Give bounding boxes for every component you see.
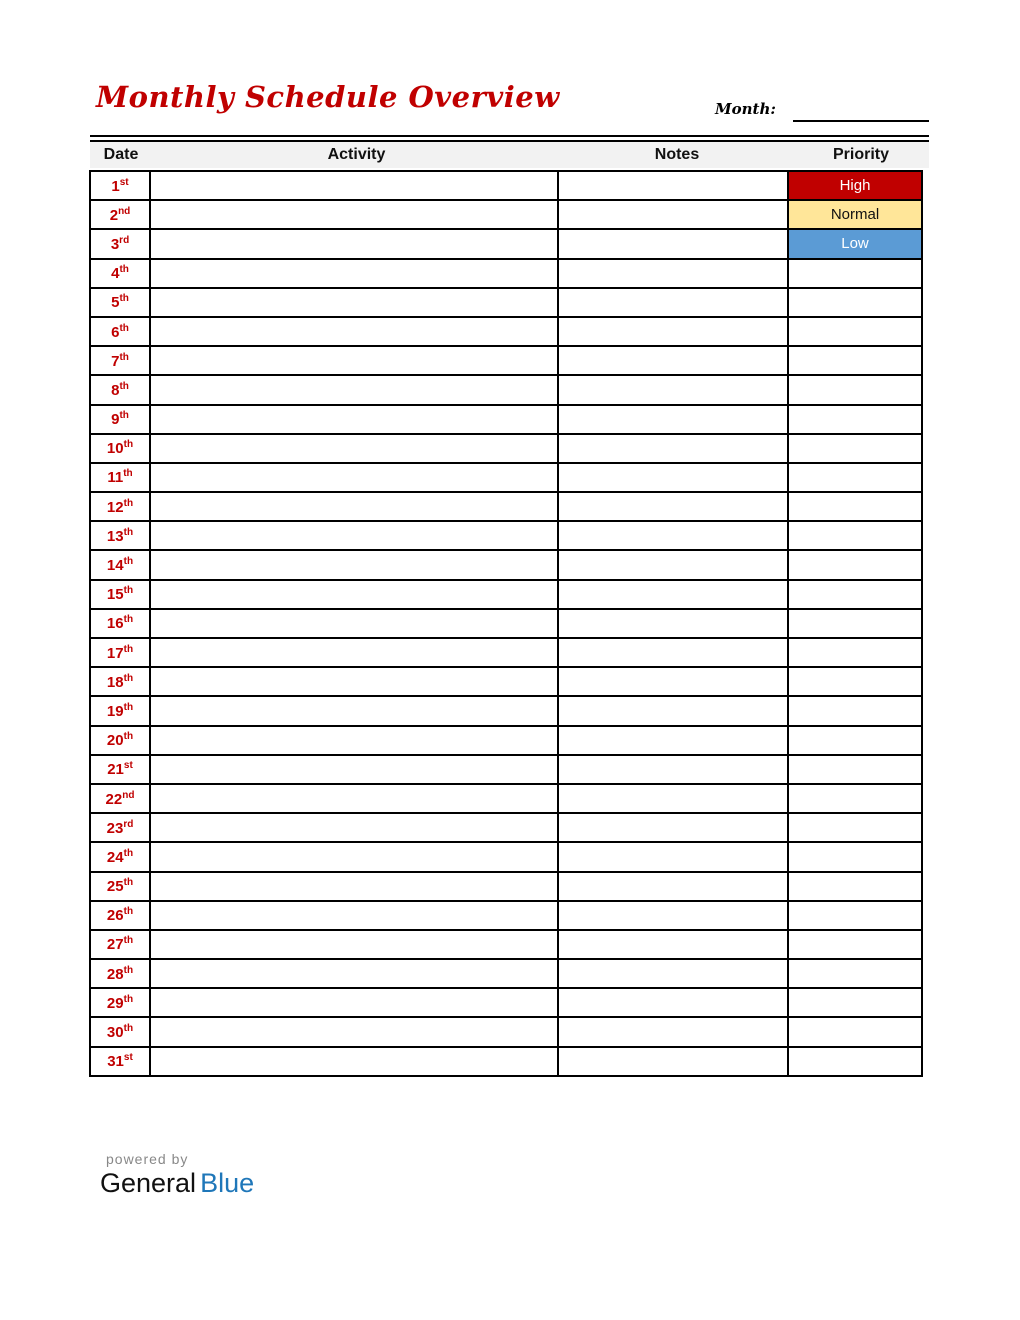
day-number: 3 xyxy=(110,235,120,253)
priority-cell[interactable] xyxy=(788,784,922,813)
day-suffix: th xyxy=(123,672,134,684)
day-number: 2 xyxy=(109,206,119,224)
priority-cell[interactable] xyxy=(788,842,922,871)
day-number: 9 xyxy=(111,411,120,429)
day-suffix: th xyxy=(123,964,134,976)
priority-cell[interactable] xyxy=(788,638,922,667)
day-suffix: th xyxy=(123,643,134,655)
activity-cell[interactable] xyxy=(150,813,558,842)
activity-cell[interactable] xyxy=(150,171,558,200)
priority-cell[interactable]: Normal xyxy=(788,200,922,229)
activity-cell[interactable] xyxy=(150,667,558,696)
notes-cell[interactable] xyxy=(558,901,788,930)
priority-cell[interactable] xyxy=(788,521,922,550)
day-suffix: th xyxy=(123,439,134,451)
day-number: 30 xyxy=(106,1024,124,1042)
date-cell xyxy=(90,842,150,871)
activity-cell[interactable] xyxy=(150,755,558,784)
activity-cell[interactable] xyxy=(150,901,558,930)
activity-cell[interactable] xyxy=(150,346,558,375)
day-number: 29 xyxy=(106,994,124,1012)
notes-cell[interactable] xyxy=(558,696,788,725)
table-row xyxy=(90,667,922,696)
date-cell xyxy=(90,638,150,667)
table-row xyxy=(90,288,922,317)
table-row xyxy=(90,988,922,1017)
date-cell xyxy=(90,550,150,579)
day-number: 10 xyxy=(106,440,124,458)
day-suffix: th xyxy=(119,410,129,422)
activity-cell[interactable] xyxy=(150,434,558,463)
notes-cell[interactable] xyxy=(558,638,788,667)
activity-cell[interactable] xyxy=(150,259,558,288)
activity-cell[interactable] xyxy=(150,463,558,492)
day-suffix: th xyxy=(123,993,134,1005)
table-row xyxy=(90,726,922,755)
brand-blue: Blue xyxy=(200,1168,255,1198)
priority-cell[interactable] xyxy=(788,434,922,463)
priority-cell[interactable] xyxy=(788,959,922,988)
table-row xyxy=(90,755,922,784)
day-suffix: st xyxy=(123,760,133,772)
day-suffix: th xyxy=(123,877,134,889)
priority-cell[interactable] xyxy=(788,755,922,784)
date-cell xyxy=(90,988,150,1017)
priority-cell[interactable] xyxy=(788,1017,922,1046)
day-number: 20 xyxy=(106,732,124,750)
day-suffix: th xyxy=(123,731,134,743)
table-row xyxy=(90,405,922,434)
day-suffix: rd xyxy=(123,818,134,830)
day-number: 18 xyxy=(106,673,124,691)
priority-cell[interactable] xyxy=(788,317,922,346)
priority-cell[interactable] xyxy=(788,872,922,901)
day-number: 11 xyxy=(107,469,124,487)
activity-cell[interactable] xyxy=(150,1047,558,1076)
table-row xyxy=(90,813,922,842)
table-row xyxy=(90,930,922,959)
activity-cell[interactable] xyxy=(150,930,558,959)
notes-cell[interactable] xyxy=(558,434,788,463)
day-suffix: th xyxy=(123,556,134,568)
notes-cell[interactable] xyxy=(558,229,788,258)
activity-cell[interactable] xyxy=(150,959,558,988)
table-row xyxy=(90,696,922,725)
day-number: 6 xyxy=(111,323,120,341)
day-number: 28 xyxy=(106,965,124,983)
priority-cell[interactable] xyxy=(788,667,922,696)
notes-cell[interactable] xyxy=(558,463,788,492)
notes-cell[interactable] xyxy=(558,288,788,317)
priority-cell[interactable] xyxy=(788,463,922,492)
date-cell xyxy=(90,375,150,404)
day-suffix: th xyxy=(119,351,129,363)
day-number: 12 xyxy=(106,498,124,516)
month-input-line[interactable] xyxy=(793,120,929,122)
priority-cell[interactable] xyxy=(788,288,922,317)
day-number: 14 xyxy=(106,557,124,575)
notes-cell[interactable] xyxy=(558,1047,788,1076)
column-header-priority: Priority xyxy=(832,146,889,163)
date-cell xyxy=(90,492,150,521)
priority-cell[interactable] xyxy=(788,696,922,725)
notes-cell[interactable] xyxy=(558,405,788,434)
activity-cell[interactable] xyxy=(150,550,558,579)
day-number: 7 xyxy=(111,352,120,370)
day-number: 4 xyxy=(111,265,120,283)
day-suffix: th xyxy=(119,380,129,392)
table-row xyxy=(90,901,922,930)
day-number: 1 xyxy=(111,177,120,195)
priority-cell[interactable] xyxy=(788,726,922,755)
activity-cell[interactable] xyxy=(150,726,558,755)
table-row xyxy=(90,463,922,492)
activity-cell[interactable] xyxy=(150,375,558,404)
date-cell xyxy=(90,288,150,317)
powered-by-label: powered by xyxy=(106,1151,189,1167)
date-cell xyxy=(90,200,150,229)
date-cell xyxy=(90,930,150,959)
table-row xyxy=(90,346,922,375)
notes-cell[interactable] xyxy=(558,842,788,871)
day-number: 27 xyxy=(106,936,124,954)
day-number: 31 xyxy=(107,1053,124,1071)
notes-cell[interactable] xyxy=(558,609,788,638)
notes-cell[interactable] xyxy=(558,872,788,901)
day-suffix: st xyxy=(123,1052,133,1064)
date-cell xyxy=(90,521,150,550)
day-suffix: rd xyxy=(119,234,130,246)
table-row xyxy=(90,1047,922,1076)
activity-cell[interactable] xyxy=(150,988,558,1017)
day-number: 23 xyxy=(106,819,124,837)
priority-cell[interactable] xyxy=(788,580,922,609)
notes-cell[interactable] xyxy=(558,259,788,288)
date-cell xyxy=(90,171,150,200)
priority-cell[interactable]: Low xyxy=(788,229,922,258)
date-cell xyxy=(90,813,150,842)
date-cell xyxy=(90,901,150,930)
priority-cell[interactable] xyxy=(788,259,922,288)
activity-cell[interactable] xyxy=(150,492,558,521)
day-suffix: th xyxy=(123,847,134,859)
day-suffix: th xyxy=(123,497,134,509)
day-number: 19 xyxy=(106,702,124,720)
notes-cell[interactable] xyxy=(558,580,788,609)
day-suffix: th xyxy=(123,701,134,713)
day-suffix: th xyxy=(119,322,129,334)
notes-cell[interactable] xyxy=(558,667,788,696)
activity-cell[interactable] xyxy=(150,842,558,871)
activity-cell[interactable] xyxy=(150,200,558,229)
table-row xyxy=(90,550,922,579)
day-suffix: th xyxy=(123,1023,134,1035)
table-row xyxy=(90,229,922,258)
table-row xyxy=(90,492,922,521)
day-number: 21 xyxy=(107,761,124,779)
day-suffix: th xyxy=(123,614,134,626)
activity-cell[interactable] xyxy=(150,521,558,550)
day-number: 22 xyxy=(105,790,123,808)
notes-cell[interactable] xyxy=(558,930,788,959)
table-row xyxy=(90,317,922,346)
table-row xyxy=(90,171,922,200)
day-number: 25 xyxy=(106,878,124,896)
day-suffix: th xyxy=(123,906,134,918)
table-row xyxy=(90,842,922,871)
day-number: 8 xyxy=(111,381,120,399)
priority-cell[interactable] xyxy=(788,988,922,1017)
table-row xyxy=(90,1017,922,1046)
table-header xyxy=(90,142,929,168)
activity-cell[interactable] xyxy=(150,288,558,317)
day-number: 16 xyxy=(106,615,124,633)
date-cell xyxy=(90,259,150,288)
date-cell xyxy=(90,784,150,813)
notes-cell[interactable] xyxy=(558,317,788,346)
date-cell xyxy=(90,229,150,258)
notes-cell[interactable] xyxy=(558,346,788,375)
activity-cell[interactable] xyxy=(150,317,558,346)
activity-cell[interactable] xyxy=(150,405,558,434)
table-row xyxy=(90,259,922,288)
table-row xyxy=(90,434,922,463)
date-cell xyxy=(90,405,150,434)
priority-cell[interactable] xyxy=(788,609,922,638)
day-suffix: th xyxy=(123,935,134,947)
table-row xyxy=(90,959,922,988)
date-cell xyxy=(90,463,150,492)
priority-cell[interactable] xyxy=(788,346,922,375)
date-cell xyxy=(90,1047,150,1076)
table-row xyxy=(90,872,922,901)
notes-cell[interactable] xyxy=(558,375,788,404)
day-suffix: th xyxy=(123,585,134,597)
column-header-notes: Notes xyxy=(654,146,700,163)
activity-cell[interactable] xyxy=(150,784,558,813)
date-cell xyxy=(90,696,150,725)
activity-cell[interactable] xyxy=(150,1017,558,1046)
date-cell xyxy=(90,580,150,609)
day-suffix: th xyxy=(119,293,129,305)
day-suffix: th xyxy=(123,526,134,538)
activity-cell[interactable] xyxy=(150,609,558,638)
notes-cell[interactable] xyxy=(558,988,788,1017)
notes-cell[interactable] xyxy=(558,1017,788,1046)
activity-cell[interactable] xyxy=(150,872,558,901)
table-row xyxy=(90,580,922,609)
priority-cell[interactable] xyxy=(788,901,922,930)
day-suffix: nd xyxy=(118,205,131,217)
activity-cell[interactable] xyxy=(150,229,558,258)
date-cell xyxy=(90,434,150,463)
brand-general: General xyxy=(100,1168,197,1198)
table-row xyxy=(90,609,922,638)
day-suffix: th xyxy=(123,468,133,480)
date-cell xyxy=(90,872,150,901)
notes-cell[interactable] xyxy=(558,784,788,813)
column-header-activity: Activity xyxy=(327,146,386,163)
notes-cell[interactable] xyxy=(558,813,788,842)
date-cell xyxy=(90,667,150,696)
priority-cell[interactable] xyxy=(788,1047,922,1076)
priority-cell[interactable] xyxy=(788,492,922,521)
month-label: Month: xyxy=(715,100,776,118)
notes-cell[interactable] xyxy=(558,959,788,988)
day-number: 5 xyxy=(111,294,120,312)
date-cell xyxy=(90,726,150,755)
notes-cell[interactable] xyxy=(558,550,788,579)
date-cell xyxy=(90,1017,150,1046)
notes-cell[interactable] xyxy=(558,726,788,755)
priority-cell[interactable] xyxy=(788,375,922,404)
priority-cell[interactable] xyxy=(788,405,922,434)
table-row xyxy=(90,200,922,229)
activity-cell[interactable] xyxy=(150,638,558,667)
date-cell xyxy=(90,959,150,988)
priority-cell[interactable] xyxy=(788,550,922,579)
notes-cell[interactable] xyxy=(558,492,788,521)
date-cell xyxy=(90,317,150,346)
page-title: Monthly Schedule Overview xyxy=(96,80,560,114)
priority-cell[interactable] xyxy=(788,813,922,842)
date-cell xyxy=(90,609,150,638)
day-number: 17 xyxy=(106,644,124,662)
day-number: 24 xyxy=(106,848,124,866)
day-number: 15 xyxy=(106,586,124,604)
notes-cell[interactable] xyxy=(558,171,788,200)
day-number: 13 xyxy=(106,527,124,545)
date-cell xyxy=(90,755,150,784)
priority-cell[interactable]: High xyxy=(788,171,922,200)
table-row xyxy=(90,521,922,550)
date-cell xyxy=(90,346,150,375)
table-row xyxy=(90,638,922,667)
schedule-table xyxy=(89,170,923,1077)
day-number: 26 xyxy=(106,907,124,925)
notes-cell[interactable] xyxy=(558,521,788,550)
activity-cell[interactable] xyxy=(150,696,558,725)
notes-cell[interactable] xyxy=(558,755,788,784)
brand-logo xyxy=(100,1168,254,1199)
day-suffix: st xyxy=(119,176,129,188)
table-row xyxy=(90,784,922,813)
activity-cell[interactable] xyxy=(150,580,558,609)
header-rule-top xyxy=(90,135,929,137)
column-header-date: Date xyxy=(103,146,139,163)
table-row xyxy=(90,375,922,404)
day-suffix: th xyxy=(119,264,129,276)
priority-cell[interactable] xyxy=(788,930,922,959)
notes-cell[interactable] xyxy=(558,200,788,229)
day-suffix: nd xyxy=(122,789,135,801)
